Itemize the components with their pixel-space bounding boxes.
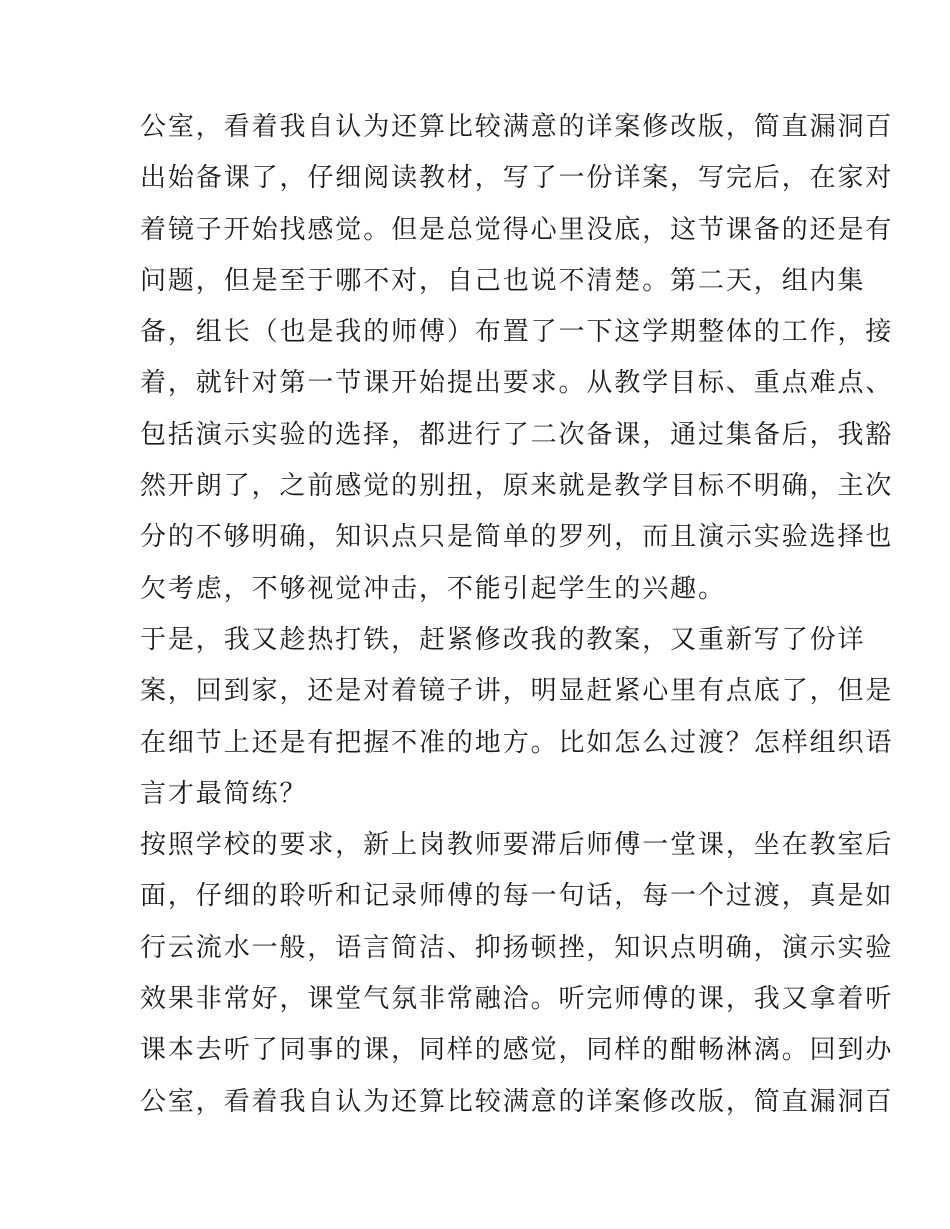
text-line: 行云流水一般，语言简洁、抑扬顿挫，知识点明确，演示实验 xyxy=(140,932,894,963)
text-line: 着镜子开始找感觉。但是总觉得心里没底，这节课备的还是有 xyxy=(140,214,894,245)
text-line: 着，就针对第一节课开始提出要求。从教学目标、重点难点、 xyxy=(140,368,894,399)
text-line: 分的不够明确，知识点只是简单的罗列，而且演示实验选择也 xyxy=(140,522,894,553)
text-line: 效果非常好，课堂气氛非常融洽。听完师傅的课，我又拿着听 xyxy=(140,984,894,1015)
text-line: 面，仔细的聆听和记录师傅的每一句话，每一个过渡，真是如 xyxy=(140,881,894,912)
text-line: 于是，我又趁热打铁，赶紧修改我的教案，又重新写了份详 xyxy=(140,624,866,655)
document-body xyxy=(140,102,894,1128)
text-line: 在细节上还是有把握不准的地方。比如怎么过渡？怎样组织语 xyxy=(140,727,894,758)
text-line: 欠考虑，不够视觉冲击，不能引起学生的兴趣。 xyxy=(140,573,726,604)
text-line: 案，回到家，还是对着镜子讲，明显赶紧心里有点底了，但是 xyxy=(140,676,894,707)
text-line: 课本去听了同事的课，同样的感觉，同样的酣畅淋漓。回到办 xyxy=(140,1035,894,1066)
text-line: 然开朗了，之前感觉的别扭，原来就是教学目标不明确，主次 xyxy=(140,471,894,502)
text-line: 言才最简练？ xyxy=(140,778,308,809)
text-line: 出始备课了，仔细阅读教材，写了一份详案，写完后，在家对 xyxy=(140,163,894,194)
text-line: 包括演示实验的选择，都进行了二次备课，通过集备后，我豁 xyxy=(140,419,894,450)
text-line: 问题，但是至于哪不对，自己也说不清楚。第二天，组内集 xyxy=(140,265,866,296)
text-line: 公室，看着我自认为还算比较满意的详案修改版，简直漏洞百 xyxy=(140,1086,894,1117)
text-line: 按照学校的要求，新上岗教师要滞后师傅一堂课，坐在教室后 xyxy=(140,830,894,861)
text-line: 备，组长（也是我的师傅）布置了一下这学期整体的工作，接 xyxy=(140,317,894,348)
text-line: 公室，看着我自认为还算比较满意的详案修改版，简直漏洞百 xyxy=(140,112,894,142)
